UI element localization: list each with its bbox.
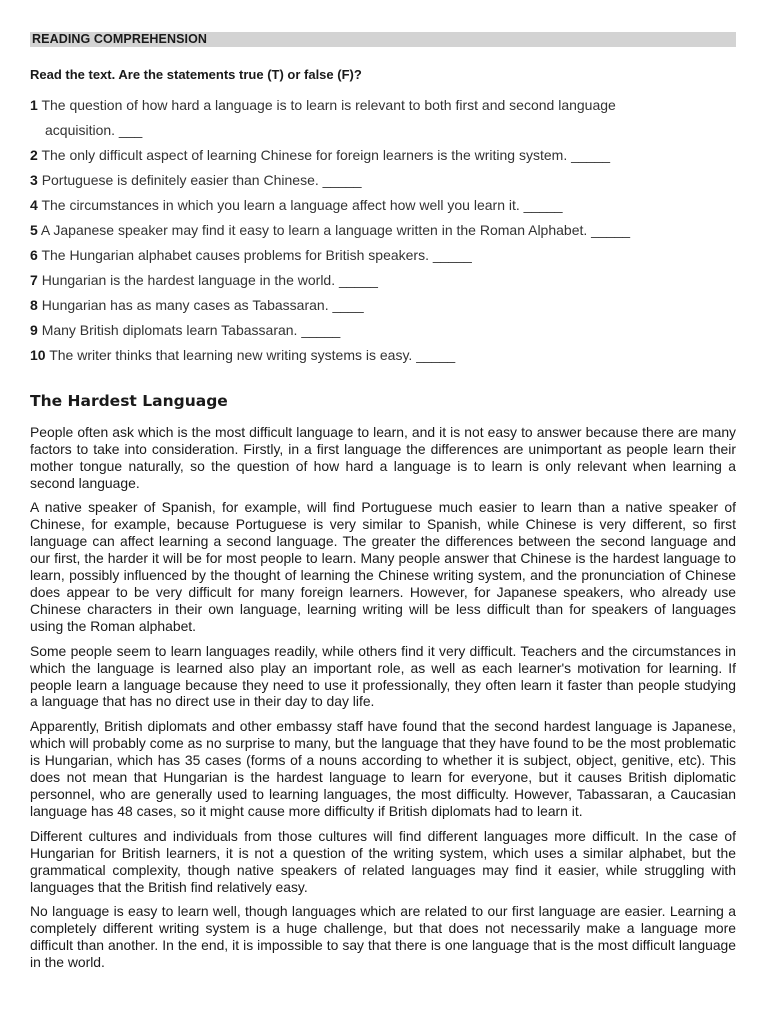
article-paragraph: Some people seem to learn languages readily, while others find it very difficult. Teachers and the circumstances in which the language is learned also play an important role, as well as each learner's motivation for learning. If people learn a language because they need to use it professionally, they often learn it faster than people studying a language that has no direct use in their day to day life. (30, 642, 736, 710)
question-text: Hungarian has as many cases as Tabassaran. ____ (41, 297, 364, 313)
article-paragraph: Different cultures and individuals from those cultures will find different languages more difficult. In the case of Hungarian for British learners, it is not a question of the writing system, which uses a similar alphabet, but the grammatical complexity, though native speakers of related languages may find it easier, while struggling with languages that the British find relatively easy. (30, 827, 736, 895)
article-paragraph: A native speaker of Spanish, for example, will find Portuguese much easier to learn than a native speaker of Chinese, for example, because Portuguese is very similar to Spanish, while Chinese is very different, so first language can affect learning a second language. The greater the differences between the second language and our first, the harder it will be for most people to learn. Many people answer that Chinese is the hardest language to learn, possibly influenced by the thought of learning the Chinese writing system, and the pronunciation of Chinese does appear to be very difficult for many foreign learners. However, for Japanese speakers, who already use Chinese characters in their own language, learning writing will be less difficult than for speakers of languages using the Roman alphabet. (30, 499, 736, 634)
question-number: 9 (30, 322, 38, 338)
question-text: Many British diplomats learn Tabassaran. _____ (41, 322, 341, 338)
question-item (30, 93, 736, 143)
article-paragraph: No language is easy to learn well, though languages which are related to our first language are easier. Learning a completely different writing system is a huge challenge, but that does not necessarily make a language more difficult than another. In the end, it is impossible to say that there is one language that is the most difficult language in the world. (30, 903, 736, 971)
question-item (30, 143, 736, 168)
question-item (30, 218, 736, 243)
question-number: 3 (30, 172, 38, 188)
question-text: A Japanese speaker may find it easy to learn a language written in the Roman Alphabet. _____ (40, 222, 631, 238)
question-item (30, 343, 736, 368)
section-heading: READING COMPREHENSION (30, 32, 736, 47)
question-item (30, 243, 736, 268)
question-text: Portuguese is definitely easier than Chinese. _____ (41, 172, 362, 188)
question-number: 6 (30, 247, 38, 263)
article-title: The Hardest Language (30, 392, 228, 410)
question-number: 10 (30, 347, 46, 363)
question-number: 5 (30, 222, 38, 238)
question-text: The circumstances in which you learn a language affect how well you learn it. _____ (41, 197, 563, 213)
question-number: 8 (30, 297, 38, 313)
question-item (30, 268, 736, 293)
question-number: 7 (30, 272, 38, 288)
article-paragraph: People often ask which is the most difficult language to learn, and it is not easy to answer because there are many factors to take into consideration. Firstly, in a first language the differences are unimportant as people learn their mother tongue naturally, so the question of how hard a language is to learn is only relevant when learning a second language. (30, 423, 736, 491)
question-text: Hungarian is the hardest language in the world. _____ (41, 272, 378, 288)
question-number: 2 (30, 147, 38, 163)
question-item (30, 293, 736, 318)
article-paragraph: Apparently, British diplomats and other embassy staff have found that the second hardest language is Japanese, which will probably come as no surprise to many, but the language that they have found to be the most problematic is Hungarian, which has 35 cases (forms of a nouns according to whether it is subject, object, genitive, etc). This does not mean that Hungarian is the hardest language to learn for everyone, but it causes British diplomatic personnel, who are generally used to learning languages, the most difficulty. However, Tabassaran, a Caucasian language has 48 cases, so it might cause more difficulty if British diplomats had to learn it. (30, 718, 736, 819)
question-number: 4 (30, 197, 38, 213)
question-item (30, 318, 736, 343)
instructions: Read the text. Are the statements true (T) or false (F)? (30, 67, 362, 82)
question-text: The only difficult aspect of learning Chinese for foreign learners is the writing system. _____ (41, 147, 611, 163)
question-text: The Hungarian alphabet causes problems for British speakers. _____ (41, 247, 472, 263)
question-text: The question of how hard a language is to learn is relevant to both first and second language (41, 97, 616, 113)
question-item (30, 193, 736, 218)
worksheet-page (30, 32, 736, 971)
question-text: The writer thinks that learning new writing systems is easy. _____ (49, 347, 456, 363)
question-number: 1 (30, 97, 38, 113)
question-list (30, 93, 736, 368)
question-item (30, 168, 736, 193)
question-text-continued: acquisition. ___ (45, 122, 143, 138)
